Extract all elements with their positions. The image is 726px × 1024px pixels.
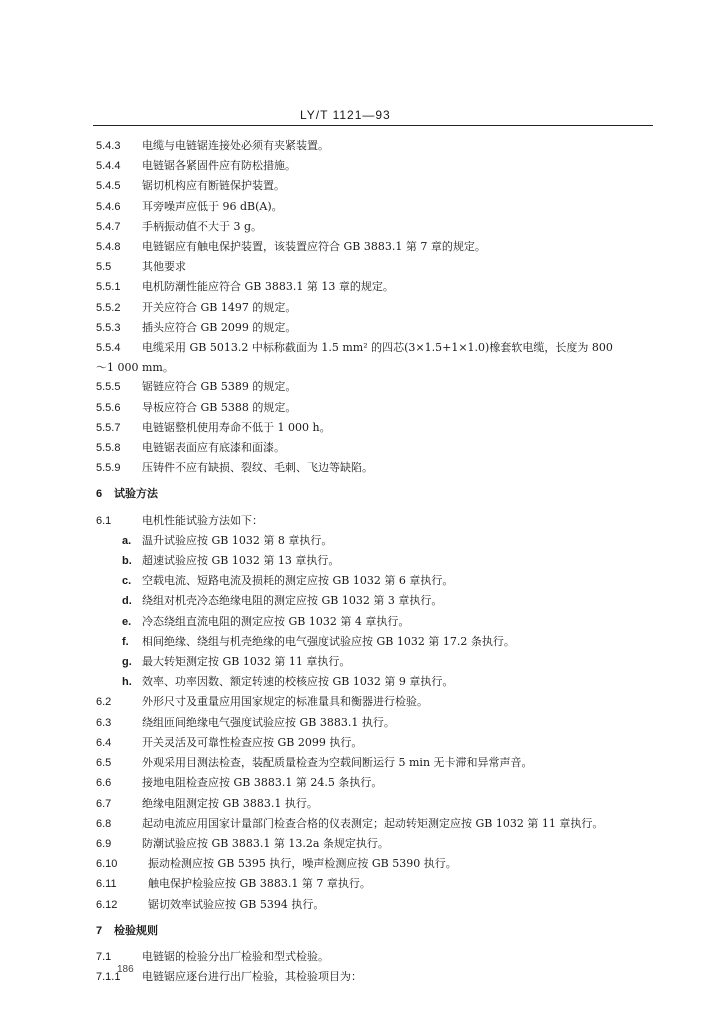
clause (96, 692, 656, 712)
item-text: 绕组对机壳冷态绝缘电阻的测定应按 GB 1032 第 3 章执行。 (142, 594, 443, 608)
clause-number: 6.1 (96, 514, 112, 527)
clause-number: 6.7 (96, 797, 112, 810)
item-text: 超速试验应按 GB 1032 第 13 章执行。 (142, 554, 340, 568)
item-marker: b. (122, 555, 132, 568)
clause (96, 377, 656, 397)
section-heading (96, 921, 656, 941)
clause-text: 手柄振动值不大于 3 g。 (142, 219, 263, 233)
item-marker: f. (122, 635, 129, 648)
clause-number: 6.4 (96, 736, 112, 749)
list-item (96, 531, 656, 551)
clause-number: 5.5.2 (96, 301, 121, 314)
section-number: 6 (96, 488, 103, 501)
clause (96, 967, 656, 987)
clause-number: 6.8 (96, 817, 112, 830)
item-marker: c. (122, 575, 132, 588)
document-body (96, 136, 656, 987)
clause-number: 5.5.9 (96, 462, 121, 475)
list-item (96, 672, 656, 692)
section-number: 7 (96, 924, 103, 937)
section-title: 试验方法 (114, 487, 158, 501)
section-title: 检验规则 (114, 923, 158, 937)
clause-number: 5.4.6 (96, 200, 121, 213)
clause-number: 5.4.5 (96, 180, 121, 193)
clause (96, 733, 656, 753)
clause-text: 锯链应符合 GB 5389 的规定。 (142, 380, 297, 394)
clause-number: 5.4.8 (96, 241, 121, 254)
clause-text: 其他要求 (142, 260, 186, 274)
clause-number: 6.9 (96, 837, 112, 850)
clause-number: 6.12 (96, 898, 118, 911)
clause (96, 136, 656, 156)
clause-number: 5.4.3 (96, 140, 121, 152)
clause-text: 开关应符合 GB 1497 的规定。 (142, 300, 297, 314)
item-text: 温升试验应按 GB 1032 第 8 章执行。 (142, 533, 333, 547)
clause-text: 振动检测应按 GB 5395 执行，噪声检测应按 GB 5390 执行。 (148, 857, 457, 871)
clause (96, 338, 656, 358)
header-rule (93, 125, 653, 126)
clause-text: 起动电流应用国家计量部门检查合格的仪表测定；起动转矩测定应按 GB 1032 第 11 章执行。 (142, 816, 604, 830)
list-item (96, 652, 656, 672)
clause-text: 外形尺寸及重量应用国家规定的标准量具和衡器进行检验。 (142, 695, 428, 709)
clause-number: 5.5.3 (96, 321, 121, 334)
item-marker: h. (122, 676, 132, 689)
clause-text: 电链锯应逐台进行出厂检验，其检验项目为： (142, 970, 362, 984)
clause (96, 874, 656, 894)
clause-text: 电缆与电链锯连接处必须有夹紧装置。 (142, 139, 329, 152)
clause (96, 318, 656, 338)
item-marker: g. (122, 656, 132, 669)
clause (96, 458, 656, 478)
clause-number: 5.5.4 (96, 342, 121, 355)
item-text: 空载电流、短路电流及损耗的测定应按 GB 1032 第 6 章执行。 (142, 574, 454, 588)
clause-number: 5.5.5 (96, 381, 121, 394)
list-item (96, 591, 656, 611)
clause (96, 156, 656, 176)
clause-text: 电链锯应有触电保护装置，该装置应符合 GB 3883.1 第 7 章的规定。 (142, 240, 486, 254)
clause (96, 398, 656, 418)
clause-text: 接地电阻检查应按 GB 3883.1 第 24.5 条执行。 (142, 776, 383, 790)
clause (96, 511, 656, 531)
clause (96, 418, 656, 438)
clause-number: 7.1.1 (96, 971, 121, 984)
clause-text: 耳旁噪声应低于 96 dB(A)。 (142, 199, 283, 213)
clause-number: 6.10 (96, 858, 118, 871)
clause-number: 5.5.1 (96, 281, 121, 294)
clause-number: 5.5.8 (96, 442, 121, 455)
section-heading (96, 484, 656, 504)
clause (96, 773, 656, 793)
clause-number: 5.4.4 (96, 160, 121, 173)
clause-text: 绝缘电阻测定按 GB 3883.1 执行。 (142, 796, 318, 810)
standard-code-header: LY/T 1121—93 (300, 108, 391, 122)
clause (96, 277, 656, 297)
clause (96, 176, 656, 196)
clause-number: 7.1 (96, 950, 112, 963)
list-item (96, 571, 656, 591)
clause (96, 753, 656, 773)
clause-text: 电链锯整机使用寿命不低于 1 000 h。 (142, 420, 331, 434)
clause-text: 外观采用目测法检查，装配质量检查为空载间断运行 5 min 无卡滞和异常声音。 (142, 756, 533, 770)
clause (96, 713, 656, 733)
clause (96, 947, 656, 967)
clause-text: 插头应符合 GB 2099 的规定。 (142, 320, 297, 334)
list-item (96, 632, 656, 652)
clause (96, 197, 656, 217)
clause (96, 217, 656, 237)
clause-text: 电机性能试验方法如下： (142, 513, 263, 527)
clause-number: 6.6 (96, 777, 112, 790)
clause-number: 5.5.6 (96, 401, 121, 414)
subsection-heading (96, 257, 656, 277)
clause (96, 895, 656, 915)
clause-number: 6.11 (96, 878, 117, 891)
item-text: 效率、功率因数、额定转速的校核应按 GB 1032 第 9 章执行。 (142, 675, 454, 689)
clause-continuation: ～1 000 mm。 (96, 361, 174, 375)
clause (96, 438, 656, 458)
clause-text: 绕组匝间绝缘电气强度试验应按 GB 3883.1 执行。 (142, 715, 395, 729)
clause-text: 防潮试验应按 GB 3883.1 第 13.2a 条规定执行。 (142, 836, 389, 850)
clause (96, 834, 656, 854)
clause-text: 锯切效率试验应按 GB 5394 执行。 (148, 897, 325, 911)
clause-number: 5.4.7 (96, 220, 121, 233)
clause (96, 814, 656, 834)
clause-text: 电链锯各紧固件应有防松措施。 (142, 159, 296, 173)
item-marker: d. (122, 595, 132, 608)
clause (96, 854, 656, 874)
clause-number: 6.5 (96, 757, 112, 770)
clause (96, 794, 656, 814)
list-item (96, 612, 656, 632)
clause-text: 电机防潮性能应符合 GB 3883.1 第 13 章的规定。 (142, 280, 394, 294)
clause-text: 锯切机构应有断链保护装置。 (142, 179, 285, 193)
list-item (96, 551, 656, 571)
clause-text: 触电保护检验应按 GB 3883.1 第 7 章执行。 (148, 877, 371, 891)
item-text: 冷态绕组直流电阻的测定应按 GB 1032 第 4 章执行。 (142, 614, 410, 628)
item-marker: a. (122, 534, 132, 547)
clause-text: 导板应符合 GB 5388 的规定。 (142, 400, 297, 414)
page-number: 186 (117, 964, 134, 975)
clause-text: 电缆采用 GB 5013.2 中标称截面为 1.5 mm² 的四芯(3×1.5+1×1.0)橡套软电缆，长度为 800 (142, 341, 613, 355)
clause-number: 5.5 (96, 261, 112, 274)
clause-text: 开关灵活及可靠性检查应按 GB 2099 执行。 (142, 735, 363, 749)
item-text: 最大转矩测定按 GB 1032 第 11 章执行。 (142, 655, 351, 669)
clause-number: 5.5.7 (96, 421, 121, 434)
clause-text: 压铸件不应有缺损、裂纹、毛刺、飞边等缺陷。 (142, 461, 373, 475)
clause (96, 237, 656, 257)
clause (96, 298, 656, 318)
clause-text: 电链锯表面应有底漆和面漆。 (142, 441, 285, 455)
clause-text: 电链锯的检验分出厂检验和型式检验。 (142, 949, 329, 963)
clause-number: 6.2 (96, 696, 112, 709)
clause-number: 6.3 (96, 716, 112, 729)
item-text: 相间绝缘、绕组与机壳绝缘的电气强度试验应按 GB 1032 第 17.2 条执行。 (142, 634, 515, 648)
item-marker: e. (122, 615, 132, 628)
